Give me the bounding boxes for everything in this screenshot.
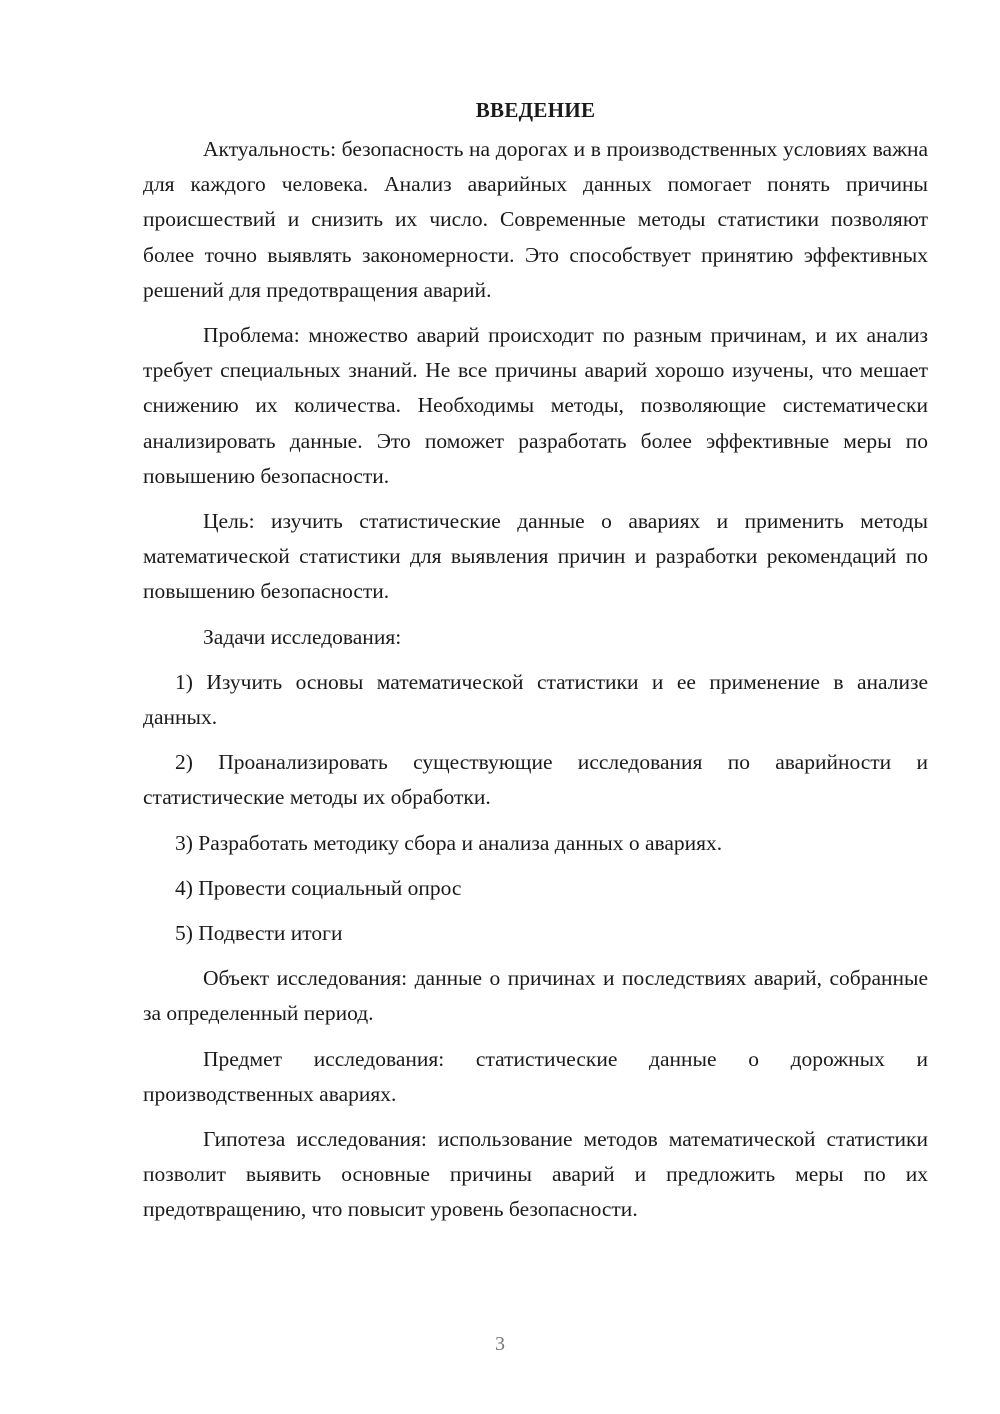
page-title: ВВЕДЕНИЕ [475, 98, 596, 122]
list-item: 5) Подвести итоги [175, 921, 343, 946]
list-item: 4) Провести социальный опрос [175, 875, 462, 900]
paragraph-subject: Предмет исследования: статистические данные о дорожных и производственных авариях. [143, 1046, 928, 1106]
paragraph-relevance: Актуальность: безопасность на дорогах и в производственных условиях важна для каждого человека. Анализ аварийных данных помогает понять причины происшествий и снизить их число. Современные методы статистики позволяют более точно выявлять закономерности. Это способствует принятию эффективных решений для предотвращения аварий. [143, 137, 928, 302]
list-item: 2) Проанализировать существующие исследования по аварийности и статистические методы их обработки. [143, 750, 928, 810]
list-item: 3) Разработать методику сбора и анализа данных о авариях. [175, 830, 723, 855]
paragraph-problem: Проблема: множество аварий происходит по разным причинам, и их анализ требует специальных знаний. Не все причины аварий хорошо изучены, что мешает снижению их количества. Необходимы методы, позволяющие систематически анализировать данные. Это поможет разработать более эффективные меры по повышению безопасности. [143, 323, 928, 488]
paragraph-object: Объект исследования: данные о причинах и последствиях аварий, собранные за определенный период. [143, 966, 928, 1026]
tasks-list [143, 665, 928, 951]
document-page [143, 92, 928, 1238]
list-item: 1) Изучить основы математической статистики и ее применение в анализе данных. [143, 669, 928, 730]
paragraph-hypothesis: Гипотеза исследования: использование методов математической статистики позволит выявить основные причины аварий и предложить меры по их предотвращению, что повысит уровень безопасности. [143, 1127, 928, 1222]
tasks-heading: Задачи исследования: [203, 624, 402, 649]
paragraph-goal: Цель: изучить статистические данные о авариях и применить методы математической статистики для выявления причин и разработки рекомендаций по повышению безопасности. [143, 509, 928, 604]
page-number: 3 [495, 1333, 505, 1355]
